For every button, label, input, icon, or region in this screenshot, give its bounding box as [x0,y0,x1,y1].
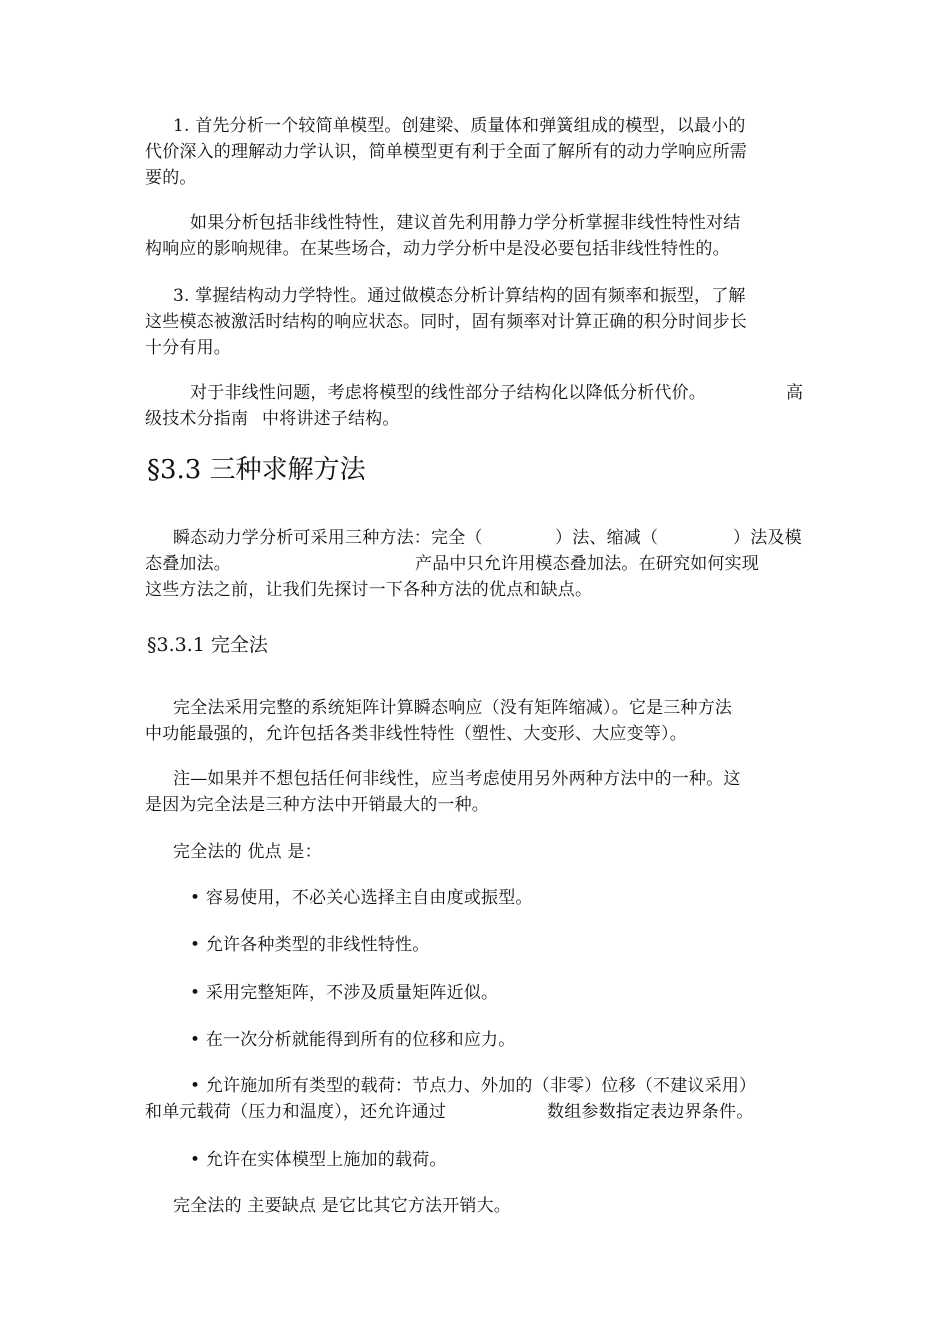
advantage-item-5-line-2b: 数组参数指定表边界条件。 [547,1102,754,1122]
paragraph-4-line-1a: 对于非线性问题，考虑将模型的线性部分子结构化以降低分析代价。 [190,383,706,403]
advantage-item: • 在一次分析就能得到所有的位移和应力。 [190,1030,516,1050]
advantage-item-6: • 允许在实体模型上施加的载荷。 [190,1150,447,1170]
paragraph-3-line-1: 3. 掌握结构动力学特性。通过做模态分析计算结构的固有频率和振型，了解 [173,286,746,306]
note-line-2: 是因为完全法是三种方法中开销最大的一种。 [145,795,489,815]
advantage-item-5-line-2a: 和单元载荷（压力和温度），还允许通过 [145,1102,447,1122]
paragraph-2-line-1: 如果分析包括非线性特性，建议首先利用静力学分析掌握非线性特性对结 [190,213,741,233]
section-heading: §3.3 三种求解方法 [147,455,366,485]
paragraph-4-line-1b: 高 [786,383,804,403]
paragraph-1-line-3: 要的。 [145,168,197,188]
section-intro-line-2a: 态叠加法。 [145,554,231,574]
paragraph-4-line-2a: 级技术分指南 [145,409,249,429]
section-intro-line-3: 这些方法之前，让我们先探讨一下各种方法的优点和缺点。 [145,580,593,600]
paragraph-4-line-2b: 中将讲述子结构。 [262,409,400,429]
section-intro-line-1b: ）法、缩减（ [555,528,659,548]
paragraph-1-line-2: 代价深入的理解动力学认识，简单模型更有利于全面了解所有的动力学响应所需 [145,142,747,162]
advantage-item: • 容易使用，不必关心选择主自由度或振型。 [190,888,533,908]
note-line-1: 注—如果并不想包括任何非线性，应当考虑使用另外两种方法中的一种。这 [173,769,741,789]
subsection-paragraph-line-2: 中功能最强的，允许包括各类非线性特性（塑性、大变形、大应变等）。 [145,724,687,744]
section-intro-line-1a: 瞬态动力学分析可采用三种方法：完全（ [173,528,483,548]
advantage-item-5-line-1: • 允许施加所有类型的载荷：节点力、外加的（非零）位移（不建议采用） [190,1076,757,1096]
advantage-item: • 采用完整矩阵，不涉及质量矩阵近似。 [190,983,499,1003]
disadvantage-text: 完全法的 主要缺点 是它比其它方法开销大。 [173,1196,512,1216]
paragraph-2-line-2: 构响应的影响规律。在某些场合，动力学分析中是没必要包括非线性特性的。 [145,239,730,259]
advantage-item: • 允许各种类型的非线性特性。 [190,935,430,955]
subsection-heading: §3.3.1 完全法 [147,634,268,656]
section-intro-line-1c: ）法及模 [733,528,802,548]
paragraph-3-line-3: 十分有用。 [145,338,231,358]
paragraph-3-line-2: 这些模态被激活时结构的响应状态。同时，固有频率对计算正确的积分时间步长 [145,312,747,332]
section-intro-line-2b: 产品中只允许用模态叠加法。在研究如何实现 [415,554,759,574]
paragraph-1-line-1: 1. 首先分析一个较简单模型。创建梁、质量体和弹簧组成的模型，以最小的 [173,116,746,136]
advantages-intro: 完全法的 优点 是： [173,842,322,862]
subsection-paragraph-line-1: 完全法采用完整的系统矩阵计算瞬态响应（没有矩阵缩减）。它是三种方法 [173,698,733,718]
